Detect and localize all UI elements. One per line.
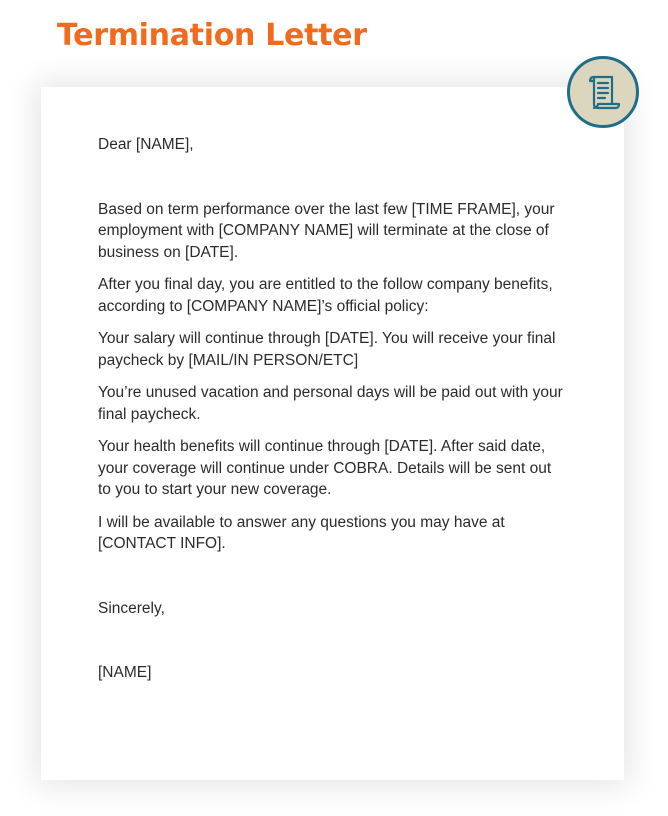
letter-greeting: Dear [NAME], (98, 136, 194, 153)
letter-paragraph-intro: Based on term performance over the last few [TIME FRAME], your employment with [COMPANY NAME] will terminate at the close of business on [DATE]. (98, 200, 555, 261)
letter-paragraph-salary: Your salary will continue through [DATE]. You will receive your final paycheck by [MAIL/IN PERSON/ETC] (98, 330, 556, 369)
letter-closing: Sincerely, (98, 599, 165, 617)
letter-paragraph-benefits: After you final day, you are entitled to the follow company benefits, according to [COMPANY NAME]’s official policy: (98, 276, 553, 315)
letter-paragraph-vacation: You’re unused vacation and personal days will be paid out with your final paycheck. (98, 384, 563, 423)
document-scroll-icon (582, 71, 624, 113)
letter-body (98, 134, 568, 695)
page-title: Termination Letter (57, 18, 367, 53)
letter-paragraph-health: Your health benefits will continue through [DATE]. After said date, your coverage will continue under COBRA. Details will be sent out to you to start your new coverage. (98, 438, 552, 498)
letter-paragraph-contact: I will be available to answer any questions you may have at [CONTACT INFO]. (98, 513, 505, 552)
letter-signature: [NAME] (98, 664, 152, 681)
letter-page (41, 87, 624, 780)
document-badge (567, 56, 639, 128)
